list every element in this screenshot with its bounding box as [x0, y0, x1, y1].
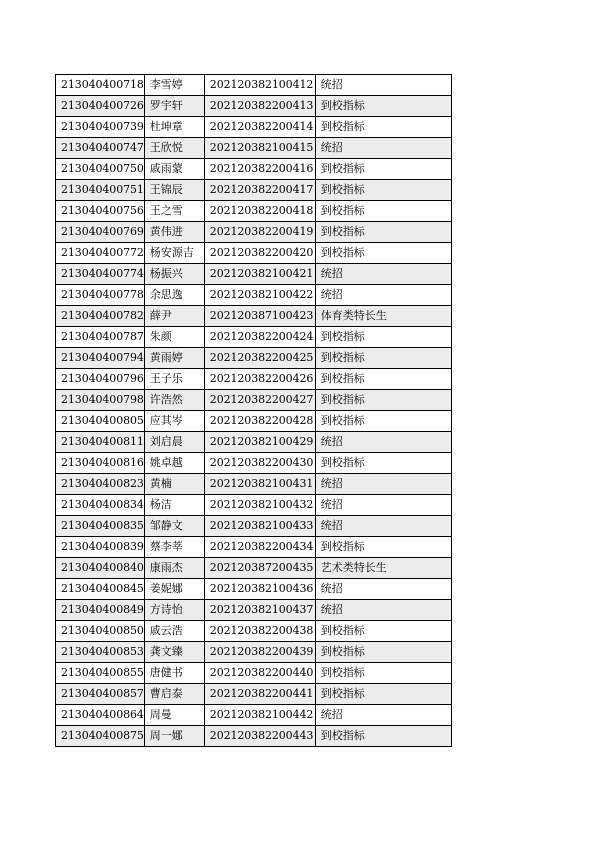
student-name-cell: 杨洁 [144, 495, 204, 516]
table-row [56, 705, 452, 726]
student-name-cell: 黄伟进 [144, 222, 204, 243]
exam-id-cell: 213040400751 [56, 180, 145, 201]
student-name-cell: 周一娜 [144, 726, 204, 747]
student-name-cell: 方诗怡 [144, 600, 204, 621]
admission-type-cell: 统招 [315, 516, 451, 537]
exam-id-cell: 213040400816 [56, 453, 145, 474]
student-name-cell: 邹静文 [144, 516, 204, 537]
student-name-cell: 刘启晨 [144, 432, 204, 453]
exam-id-cell: 213040400756 [56, 201, 145, 222]
admission-no-cell: 202120382200417 [204, 180, 315, 201]
table-row [56, 348, 452, 369]
admission-type-cell: 统招 [315, 264, 451, 285]
student-name-cell: 应其岑 [144, 411, 204, 432]
admission-no-cell: 202120382200427 [204, 390, 315, 411]
admission-table [55, 74, 452, 747]
admission-no-cell: 202120382100433 [204, 516, 315, 537]
student-name-cell: 杜坤章 [144, 117, 204, 138]
student-name-cell: 周曼 [144, 705, 204, 726]
exam-id-cell: 213040400750 [56, 159, 145, 180]
admission-type-cell: 到校指标 [315, 411, 451, 432]
exam-id-cell: 213040400855 [56, 663, 145, 684]
admission-type-cell: 统招 [315, 600, 451, 621]
admission-no-cell: 202120382100422 [204, 285, 315, 306]
student-name-cell: 薛尹 [144, 306, 204, 327]
student-name-cell: 朱颜 [144, 327, 204, 348]
table-row [56, 684, 452, 705]
table-row [56, 516, 452, 537]
admission-type-cell: 统招 [315, 495, 451, 516]
table-row [56, 243, 452, 264]
student-name-cell: 姜妮娜 [144, 579, 204, 600]
student-name-cell: 王之雪 [144, 201, 204, 222]
admission-no-cell: 202120382200418 [204, 201, 315, 222]
student-name-cell: 余思逸 [144, 285, 204, 306]
exam-id-cell: 213040400718 [56, 75, 145, 96]
student-name-cell: 王欣悦 [144, 138, 204, 159]
admission-no-cell: 202120382200428 [204, 411, 315, 432]
admission-no-cell: 202120382100436 [204, 579, 315, 600]
admission-type-cell: 到校指标 [315, 201, 451, 222]
admission-no-cell: 202120382200441 [204, 684, 315, 705]
admission-no-cell: 202120387200435 [204, 558, 315, 579]
admission-type-cell: 到校指标 [315, 96, 451, 117]
table-row [56, 369, 452, 390]
student-name-cell: 戚云浩 [144, 621, 204, 642]
exam-id-cell: 213040400811 [56, 432, 145, 453]
admission-type-cell: 到校指标 [315, 327, 451, 348]
table-row [56, 222, 452, 243]
table-row [56, 600, 452, 621]
admission-type-cell: 到校指标 [315, 621, 451, 642]
admission-no-cell: 202120382200439 [204, 642, 315, 663]
student-name-cell: 杨安源吉 [144, 243, 204, 264]
exam-id-cell: 213040400845 [56, 579, 145, 600]
student-name-cell: 戚雨蒙 [144, 159, 204, 180]
table-row [56, 327, 452, 348]
admission-type-cell: 统招 [315, 75, 451, 96]
table-row [56, 474, 452, 495]
admission-no-cell: 202120382100442 [204, 705, 315, 726]
table-row [56, 180, 452, 201]
admission-no-cell: 202120382200419 [204, 222, 315, 243]
exam-id-cell: 213040400850 [56, 621, 145, 642]
admission-type-cell: 统招 [315, 138, 451, 159]
exam-id-cell: 213040400853 [56, 642, 145, 663]
exam-id-cell: 213040400875 [56, 726, 145, 747]
exam-id-cell: 213040400840 [56, 558, 145, 579]
table-row [56, 537, 452, 558]
exam-id-cell: 213040400857 [56, 684, 145, 705]
table-row [56, 453, 452, 474]
admission-type-cell: 到校指标 [315, 390, 451, 411]
exam-id-cell: 213040400805 [56, 411, 145, 432]
admission-no-cell: 202120382100437 [204, 600, 315, 621]
admission-type-cell: 统招 [315, 432, 451, 453]
table-row [56, 390, 452, 411]
admission-no-cell: 202120382200434 [204, 537, 315, 558]
student-name-cell: 许浩然 [144, 390, 204, 411]
exam-id-cell: 213040400864 [56, 705, 145, 726]
admission-no-cell: 202120382200440 [204, 663, 315, 684]
admission-type-cell: 艺术类特长生 [315, 558, 451, 579]
table-row [56, 579, 452, 600]
table-row [56, 138, 452, 159]
table-row [56, 264, 452, 285]
admission-no-cell: 202120382200424 [204, 327, 315, 348]
exam-id-cell: 213040400794 [56, 348, 145, 369]
student-name-cell: 龚文臻 [144, 642, 204, 663]
table-row [56, 75, 452, 96]
admission-no-cell: 202120382100415 [204, 138, 315, 159]
table-row [56, 201, 452, 222]
exam-id-cell: 213040400834 [56, 495, 145, 516]
admission-no-cell: 202120382100429 [204, 432, 315, 453]
exam-id-cell: 213040400778 [56, 285, 145, 306]
admission-no-cell: 202120382200438 [204, 621, 315, 642]
table-row [56, 495, 452, 516]
exam-id-cell: 213040400774 [56, 264, 145, 285]
exam-id-cell: 213040400823 [56, 474, 145, 495]
exam-id-cell: 213040400747 [56, 138, 145, 159]
admission-type-cell: 到校指标 [315, 726, 451, 747]
student-name-cell: 蔡李莘 [144, 537, 204, 558]
admission-type-cell: 到校指标 [315, 537, 451, 558]
admission-type-cell: 统招 [315, 705, 451, 726]
admission-no-cell: 202120382100421 [204, 264, 315, 285]
admission-type-cell: 到校指标 [315, 642, 451, 663]
exam-id-cell: 213040400739 [56, 117, 145, 138]
student-name-cell: 王子乐 [144, 369, 204, 390]
admission-type-cell: 到校指标 [315, 117, 451, 138]
admission-table-body [56, 75, 452, 747]
student-name-cell: 李雪婷 [144, 75, 204, 96]
admission-type-cell: 到校指标 [315, 243, 451, 264]
table-row [56, 285, 452, 306]
admission-no-cell: 202120382200425 [204, 348, 315, 369]
admission-type-cell: 到校指标 [315, 222, 451, 243]
admission-no-cell: 202120382200413 [204, 96, 315, 117]
exam-id-cell: 213040400769 [56, 222, 145, 243]
admission-no-cell: 202120382100431 [204, 474, 315, 495]
table-row [56, 96, 452, 117]
student-name-cell: 黄雨婷 [144, 348, 204, 369]
student-name-cell: 曹启泰 [144, 684, 204, 705]
admission-type-cell: 到校指标 [315, 159, 451, 180]
admission-type-cell: 体育类特长生 [315, 306, 451, 327]
student-name-cell: 姚卓越 [144, 453, 204, 474]
table-row [56, 411, 452, 432]
exam-id-cell: 213040400839 [56, 537, 145, 558]
table-row [56, 663, 452, 684]
admission-no-cell: 202120382200426 [204, 369, 315, 390]
student-name-cell: 杨振兴 [144, 264, 204, 285]
exam-id-cell: 213040400787 [56, 327, 145, 348]
admission-type-cell: 统招 [315, 474, 451, 495]
table-row [56, 726, 452, 747]
admission-type-cell: 到校指标 [315, 180, 451, 201]
admission-type-cell: 统招 [315, 285, 451, 306]
student-name-cell: 王锦辰 [144, 180, 204, 201]
admission-type-cell: 统招 [315, 579, 451, 600]
table-row [56, 558, 452, 579]
exam-id-cell: 213040400782 [56, 306, 145, 327]
student-name-cell: 唐健书 [144, 663, 204, 684]
admission-no-cell: 202120382200416 [204, 159, 315, 180]
table-row [56, 159, 452, 180]
exam-id-cell: 213040400796 [56, 369, 145, 390]
table-row [56, 117, 452, 138]
admission-type-cell: 到校指标 [315, 348, 451, 369]
admission-type-cell: 到校指标 [315, 453, 451, 474]
exam-id-cell: 213040400726 [56, 96, 145, 117]
student-name-cell: 康雨杰 [144, 558, 204, 579]
student-name-cell: 罗宇轩 [144, 96, 204, 117]
student-name-cell: 黄楠 [144, 474, 204, 495]
admission-type-cell: 到校指标 [315, 369, 451, 390]
exam-id-cell: 213040400798 [56, 390, 145, 411]
admission-no-cell: 202120382100412 [204, 75, 315, 96]
table-row [56, 642, 452, 663]
admission-no-cell: 202120382200430 [204, 453, 315, 474]
admission-no-cell: 202120382200414 [204, 117, 315, 138]
table-row [56, 306, 452, 327]
admission-no-cell: 202120382200420 [204, 243, 315, 264]
admission-no-cell: 202120387100423 [204, 306, 315, 327]
exam-id-cell: 213040400835 [56, 516, 145, 537]
admission-type-cell: 到校指标 [315, 663, 451, 684]
exam-id-cell: 213040400849 [56, 600, 145, 621]
admission-type-cell: 到校指标 [315, 684, 451, 705]
table-row [56, 432, 452, 453]
admission-no-cell: 202120382200443 [204, 726, 315, 747]
exam-id-cell: 213040400772 [56, 243, 145, 264]
table-row [56, 621, 452, 642]
admission-no-cell: 202120382100432 [204, 495, 315, 516]
